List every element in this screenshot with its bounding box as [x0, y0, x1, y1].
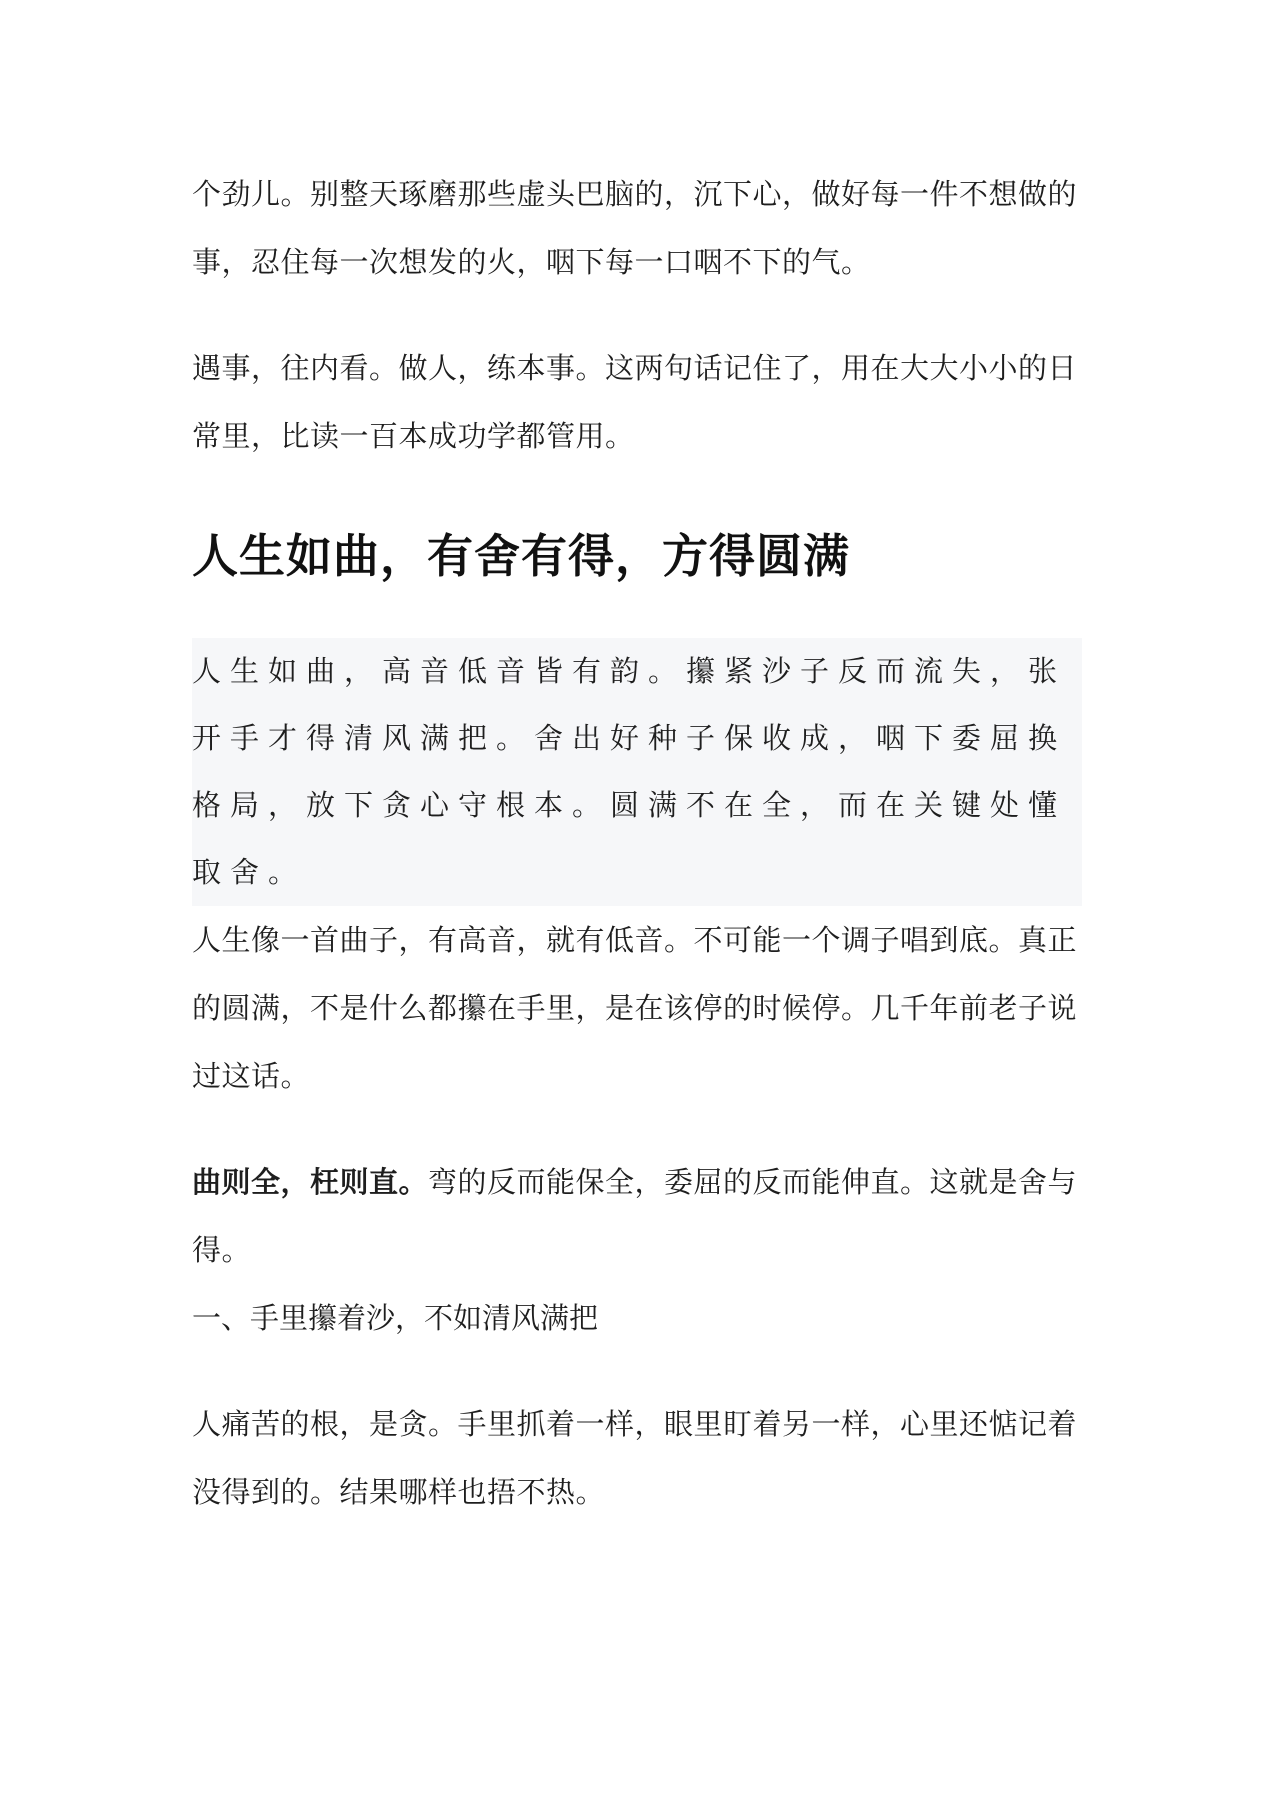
document-page	[192, 160, 1082, 1526]
summary-text: 人生如曲，高音低音皆有韵。攥紧沙子反而流失，张开手才得清风满把。舍出好种子保收成，咽下委屈换格局，放下贪心守根本。圆满不在全，而在关键处懂取舍。	[192, 654, 1067, 889]
subsection-heading: 一、手里攥着沙，不如清风满把	[192, 1301, 599, 1335]
quote-explanation: 弯的反而能保全，委屈的反而能伸直。这就是舍与得。	[192, 1165, 1078, 1267]
paragraph-quote	[192, 1148, 1082, 1284]
summary-box	[192, 638, 1082, 906]
paragraph-inner-look: 遇事，往内看。做人，练本事。这两句话记住了，用在大大小小的日常里，比读一百本成功学都管用。	[192, 351, 1078, 453]
paragraph-continued: 个劲儿。别整天琢磨那些虚头巴脑的，沉下心，做好每一件不想做的事，忍住每一次想发的火，咽下每一口咽不下的气。	[192, 177, 1078, 279]
quote-bold: 曲则全，枉则直。	[192, 1165, 429, 1199]
paragraph-life-song: 人生像一首曲子，有高音，就有低音。不可能一个调子唱到底。真正的圆满，不是什么都攥在手里，是在该停的时候停。几千年前老子说过这话。	[192, 923, 1078, 1093]
section-heading: 人生如曲，有舍有得，方得圆满	[192, 529, 850, 583]
paragraph-greed: 人痛苦的根，是贪。手里抓着一样，眼里盯着另一样，心里还惦记着没得到的。结果哪样也捂不热。	[192, 1407, 1078, 1509]
